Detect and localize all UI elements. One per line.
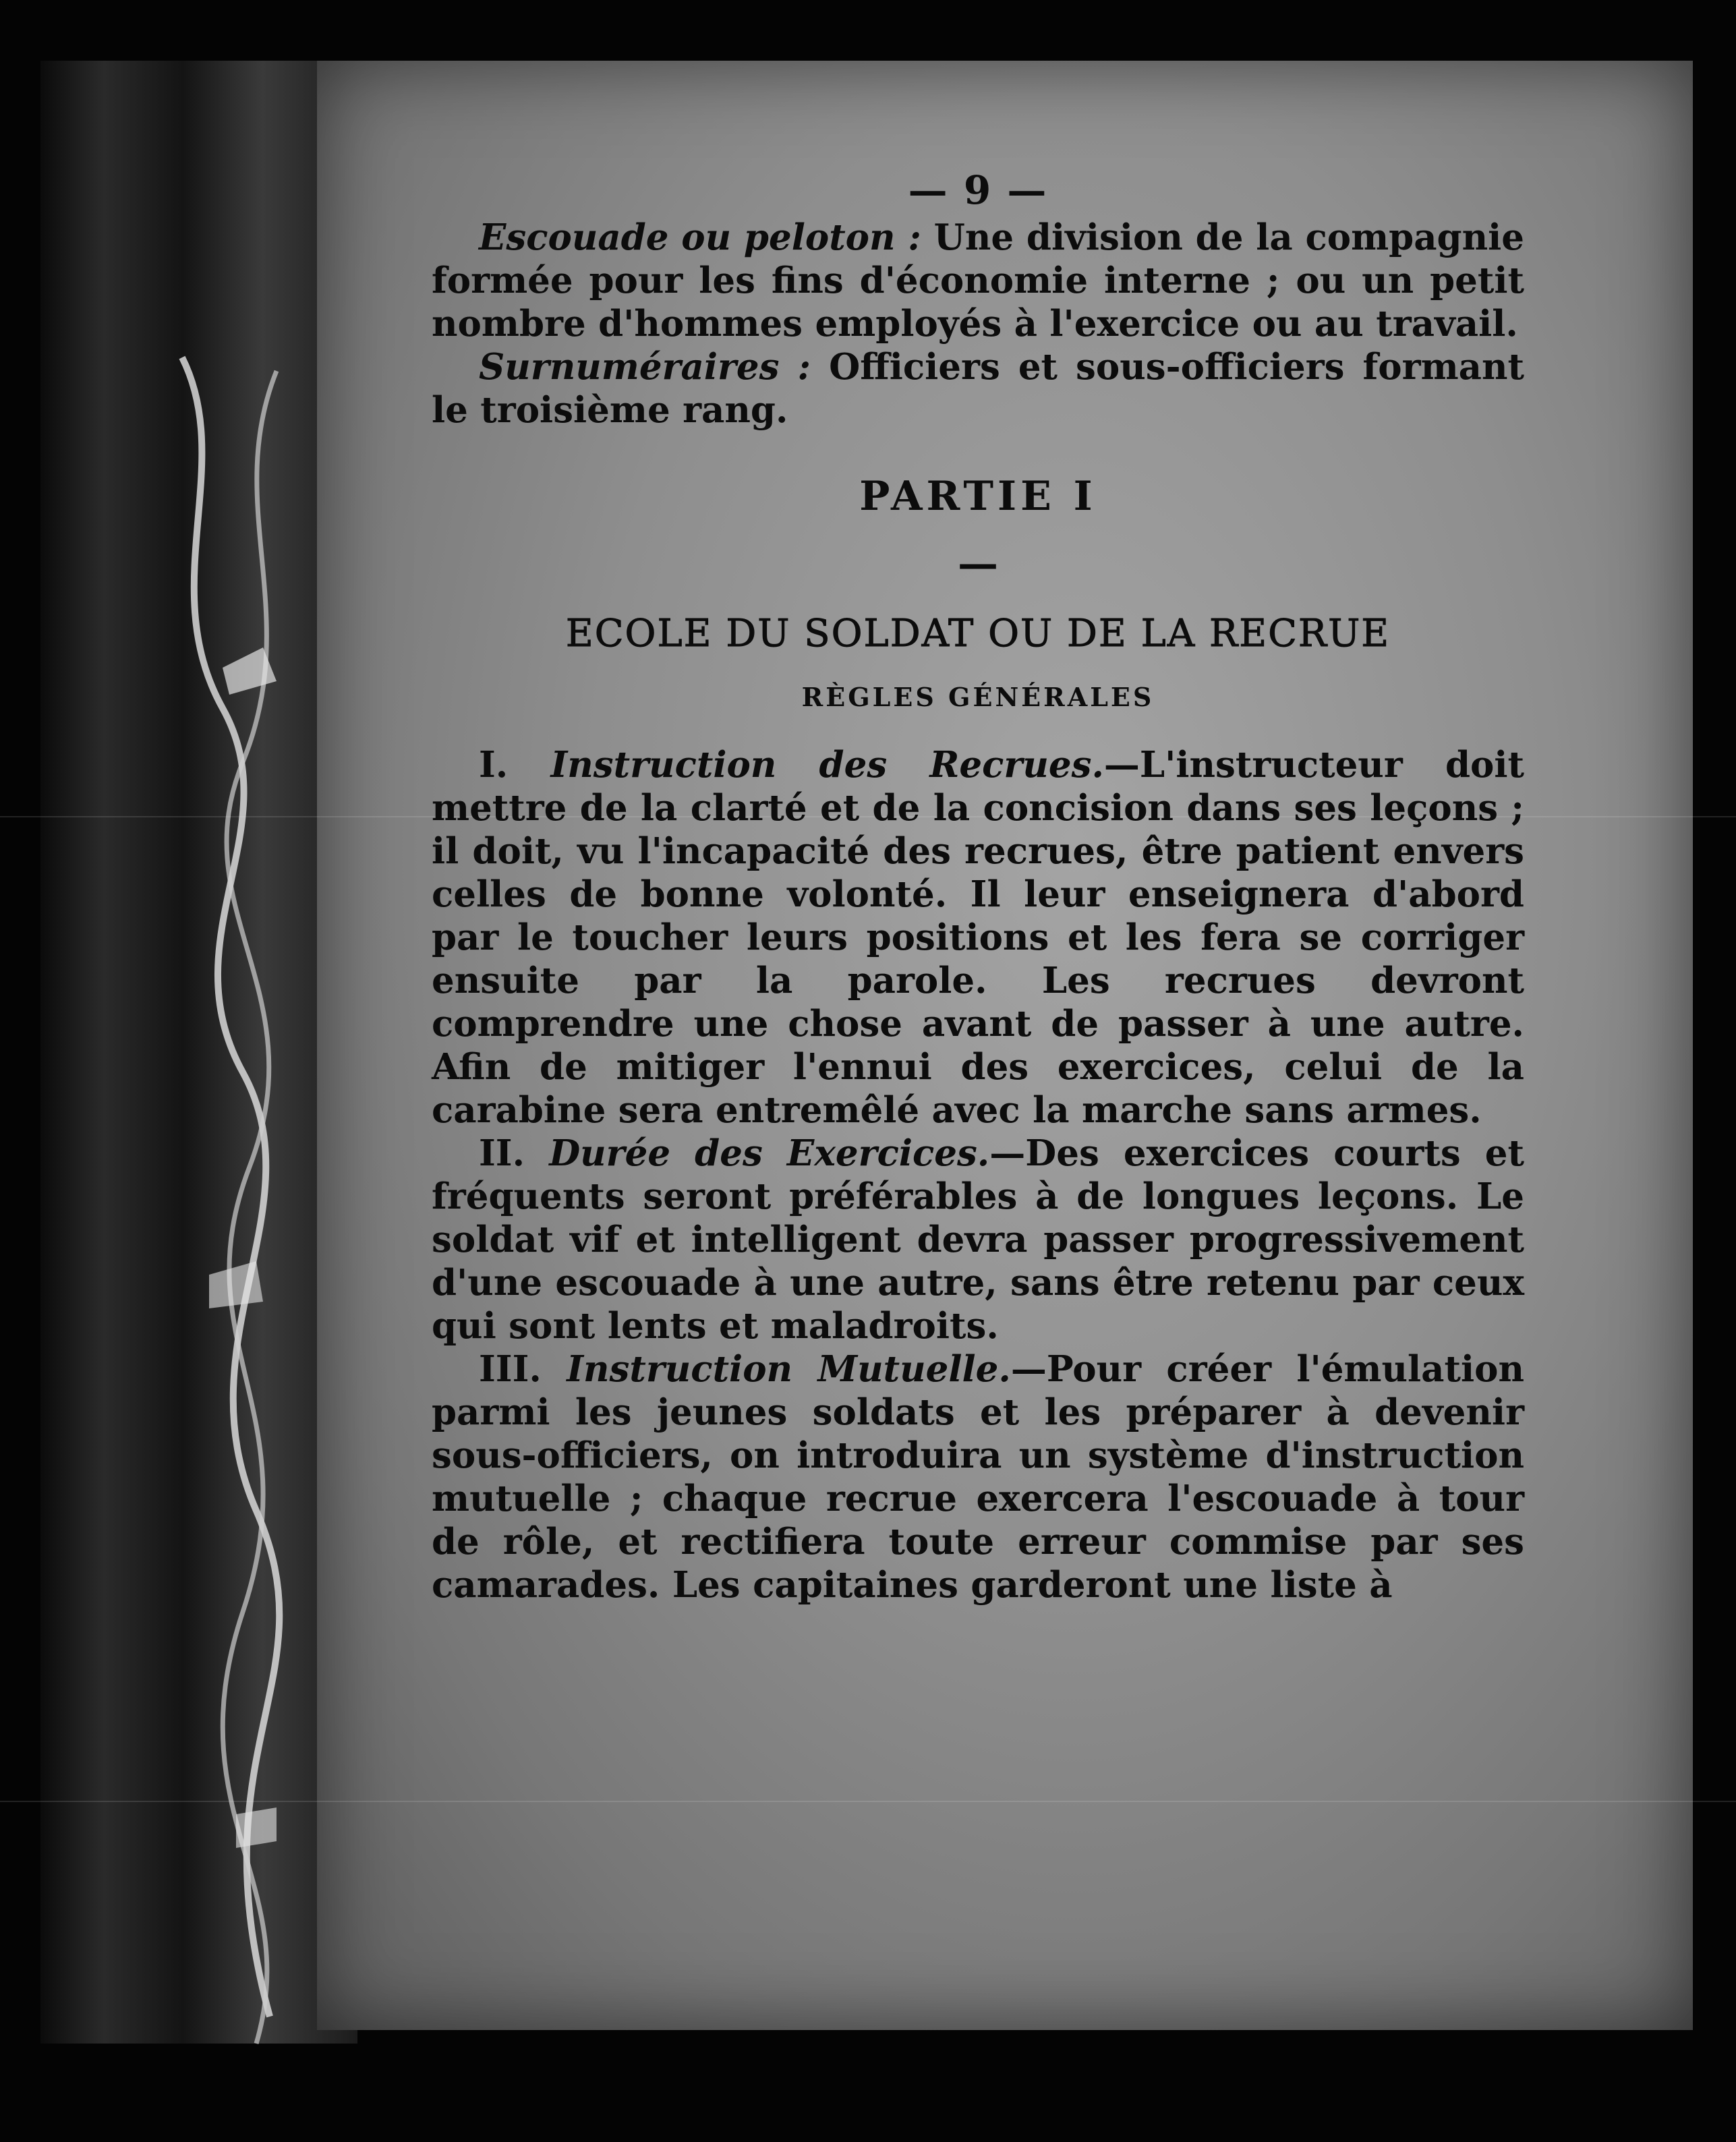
- section-divider: —: [958, 540, 998, 587]
- rule-number: III.: [479, 1348, 567, 1390]
- page-text: [432, 169, 1524, 1606]
- subsection-title: RÈGLES GÉNÉRALES: [801, 682, 1155, 712]
- scan-artifact-line: [0, 1801, 1736, 1802]
- rule-number: I.: [479, 744, 551, 786]
- definition-text: Une division de la compagnie formée pour les fins d'économie interne ; ou un petit nombre d'hommes employés à l'exercice ou au travail.: [432, 216, 1524, 345]
- definition-term: Escouade ou peloton :: [479, 216, 921, 258]
- part-title: PARTIE I: [859, 473, 1097, 520]
- chapter-title: ECOLE DU SOLDAT OU DE LA RECRUE: [565, 612, 1391, 656]
- rule-name: Instruction Mutuelle.: [567, 1348, 1011, 1390]
- rule-text: —Pour créer l'émulation parmi les jeunes soldats et les préparer à devenir sous-officiers, on introduira un système d'instruction mutuelle ; chaque recrue exercera l'escouade à tour de rôle, et rectifiera toute erreur commise par ses camarades. Les capitaines garderont une liste à: [432, 1348, 1525, 1606]
- definition-paragraph: [432, 345, 1524, 432]
- rule-name: Durée des Exercices.: [549, 1132, 990, 1174]
- definition-paragraph: [432, 216, 1524, 345]
- rule-text: —L'instructeur doit mettre de la clarté et de la concision dans ses leçons ; il doit, vu l'incapacité des recrues, être patient envers celles de bonne volonté. Il leur enseignera d'abord par le toucher leurs positions et les fera se corriger ensuite par la parole. Les recrues devront comprendre une chose avant de passer à une autre. Afin de mitiger l'ennui des exercices, celui de la carabine sera entremêlé avec la marche sans armes.: [432, 744, 1524, 1131]
- page-number: — 9 —: [908, 167, 1048, 213]
- rule-number: II.: [479, 1132, 550, 1174]
- rule-name: Instruction des Recrues.: [550, 744, 1104, 786]
- rule-paragraph: [432, 1132, 1524, 1348]
- rule-text: —Des exercices courts et fréquents seront préférables à de longues leçons. Le soldat vif et intelligent devra passer progressivement d'une escouade à une autre, sans être retenu par ceux qui sont lents et maladroits.: [432, 1132, 1524, 1347]
- book-spine: [40, 61, 357, 2044]
- rule-paragraph: [432, 1348, 1524, 1606]
- definition-text: Officiers et sous-officiers formant le troisième rang.: [432, 346, 1525, 431]
- rule-paragraph: [432, 743, 1524, 1132]
- definition-term: Surnuméraires :: [479, 346, 811, 388]
